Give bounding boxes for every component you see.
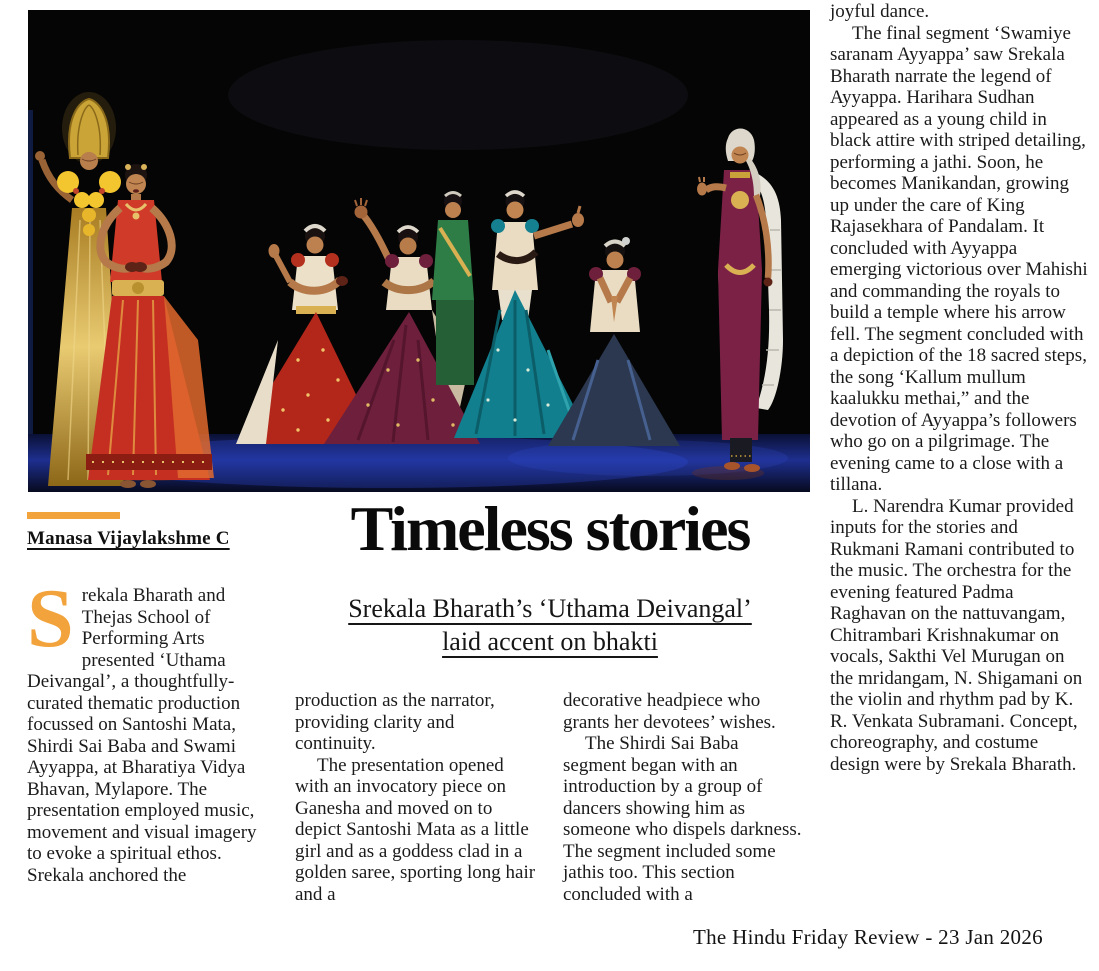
footer-credit: The Hindu Friday Review - 23 Jan 2026 xyxy=(693,925,1043,949)
paragraph: production as the narrator, providing clarity and continuity. xyxy=(295,690,495,754)
paragraph: The final segment ‘Swamiye saranam Ayyappa’ saw Srekala Bharath narrate the legend of Ayyappa. Harihara Sudhan appeared as a young child in black attire with striped detailing, performing a jathi. Soon, he becomes Manikandan, growing up under the care of King Rajasekhara of Pandalam. It concluded with Ayyappa emerging victorious over Mahishi and commanding the royals to build a temple where his arrow fell. The segment concluded with a depiction of the 18 sacred steps, the song ‘Kallum mullum kaalukku methai,” and the devotion of Ayyappa’s followers who go on a pilgrimage. The evening came to a close with a tillana. xyxy=(830,22,1088,495)
stage-photo-illustration xyxy=(28,10,810,492)
dancer-green xyxy=(432,192,474,385)
article-column-1 xyxy=(27,572,271,886)
paragraph: joyful dance. xyxy=(830,1,930,22)
subhead-line2: laid accent on bhakti xyxy=(442,627,658,656)
paragraph: L. Narendra Kumar provided inputs for the stories and Rukmani Ramani contributed to the music. The orchestra for the evening featured Padma Raghavan on the nattuvangam, Chitrambari Krishnakumar on vocals, Sakthi Vel Murugan on the mridangam, N. Shigamani on the violin and rhythm pad by K. R. Venkata Subramani. Concept, choreography, and costume design were by Srekala Bharath. xyxy=(830,495,1083,775)
paragraph: The presentation opened with an invocatory piece on Ganesha and moved on to depict Santoshi Mata as a little girl and as a goddess clad in a golden saree, sporting long hair and a xyxy=(295,754,536,905)
article-column-3 xyxy=(563,690,804,905)
subhead-line1: Srekala Bharath’s ‘Uthama Deivangal’ xyxy=(348,594,752,623)
byline-accent-bar xyxy=(27,512,120,519)
article-column-2 xyxy=(295,690,539,905)
paragraph: The Shirdi Sai Baba segment began with an introduction by a group of dancers showing him as someone who dispels darkness. The segment included some jathis too. This section concluded with a xyxy=(563,733,802,905)
drop-cap: S xyxy=(27,572,74,665)
paragraph: decorative headpiece who grants her devotees’ wishes. xyxy=(563,690,776,733)
byline-author: Manasa Vijaylakshme C xyxy=(27,528,230,549)
paragraph xyxy=(27,572,271,886)
headline: Timeless stories xyxy=(350,493,750,564)
paragraph-text: rekala Bharath and Thejas School of Performing Arts presented ‘Uthama Deivangal’, a thoughtfully-curated thematic production focussed on Santoshi Mata, Shirdi Sai Baba and Swami Ayyappa, at Bharatiya Vidya Bhavan, Mylapore. The presentation employed music, movement and visual imagery to evoke a spiritual ethos. Srekala anchored the xyxy=(27,585,257,886)
article-column-4 xyxy=(830,1,1091,775)
subhead xyxy=(283,592,817,658)
stage-photo xyxy=(28,10,810,492)
